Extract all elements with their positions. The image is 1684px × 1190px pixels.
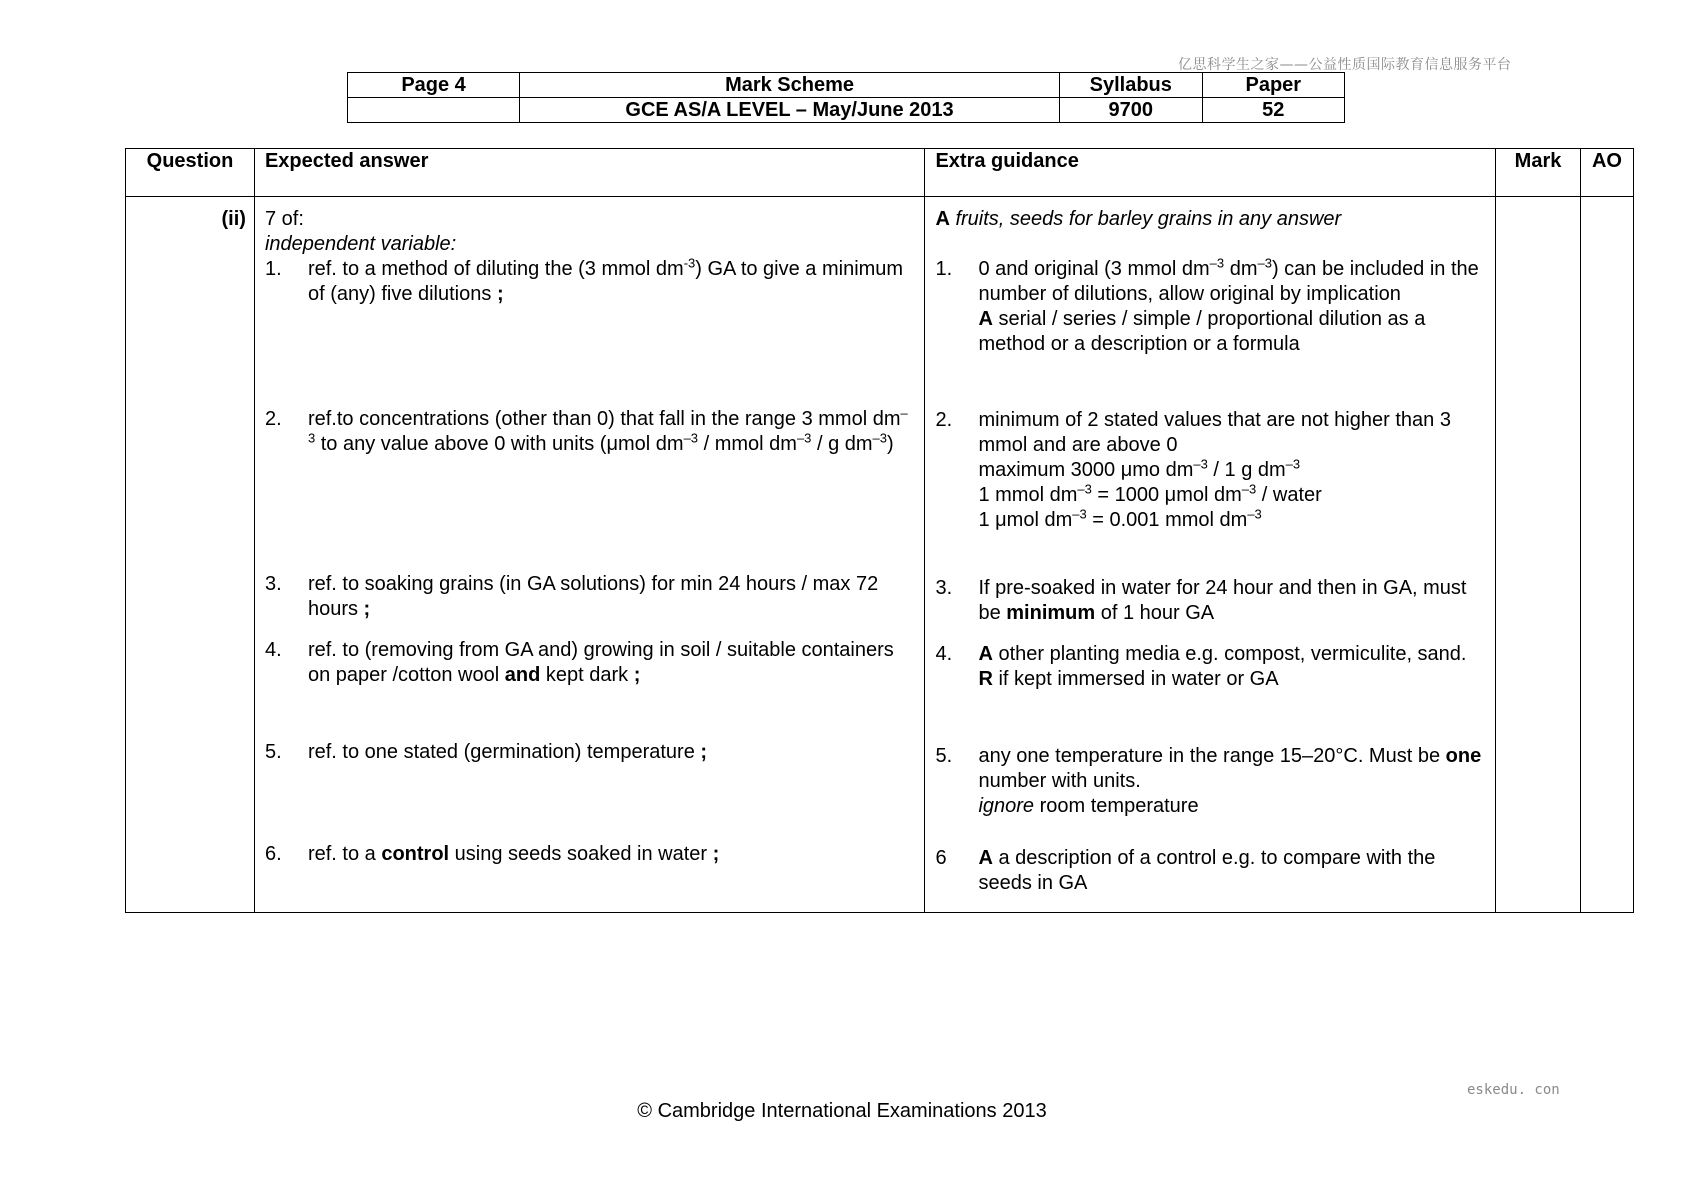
answer-intro: 7 of: — [264, 208, 304, 230]
header-ao: AO — [1580, 149, 1633, 197]
ao-cell — [1580, 197, 1633, 913]
guidance-item-3: 3. If pre-soaked in water for 24 hour and then in GA, must be minimum of 1 hour GA — [935, 577, 1467, 624]
syllabus-label: Syllabus — [1059, 73, 1202, 98]
guidance-item-4: 4. A other planting media e.g. compost, vermiculite, sand. R if kept immersed in water or GA — [935, 643, 1467, 690]
paper-label: Paper — [1202, 73, 1344, 98]
answer-subhead: independent variable: — [264, 233, 457, 255]
guidance-item-1: 1. 0 and original (3 mmol $dm^{-3}$ $dm^{-3}$) can be included in the number of dilutions, allow original by implication A serial / series / simple / proportional dilution as a method or a description or a formula — [935, 255, 1479, 355]
answer-item-1: 1. ref. to a method of diluting the (3 mmol $dm^{-3}$) GA to give a minimum of (any) five dilutions ; — [264, 255, 904, 305]
expected-answer-cell — [254, 197, 925, 913]
question-number: (ii) — [126, 197, 255, 913]
watermark-top: 亿思科学生之家——公益性质国际教育信息服务平台 — [1178, 57, 1512, 73]
header-mark: Mark — [1496, 149, 1581, 197]
copyright-footer: © Cambridge International Examinations 2013 — [637, 1100, 1047, 1122]
answer-item-6: 6. ref. to a control using seeds soaked in water ; — [264, 843, 720, 865]
mark-scheme-table — [125, 148, 1634, 913]
header-blank-cell — [348, 98, 520, 123]
extra-guidance-cell — [925, 197, 1496, 913]
header-question: Question — [126, 149, 255, 197]
answer-item-4: 4. ref. to (removing from GA and) growing in soil / suitable containers on paper /cotton wool and kept dark ; — [264, 639, 894, 686]
answer-item-2: 2. ref.to concentrations (other than 0) that fall in the range 3 mmol $dm^{-3}$ to any value above 0 with units (μmol $dm^{-3}$ / mmol $dm^{-3}$ / g $dm^{-3}$) — [264, 405, 908, 455]
guidance-item-5: 5. any one temperature in the range 15–20°C. Must be one number with units. ignore room temperature — [935, 745, 1482, 817]
answer-item-3: 3. ref. to soaking grains (in GA solutions) for min 24 hours / max 72 hours ; — [264, 573, 879, 620]
exam-title: GCE AS/A LEVEL – May/June 2013 — [520, 98, 1060, 123]
guidance-item-2: 2. minimum of 2 stated values that are not higher than 3 mmol and are above 0 maximum 3000 μmo $dm^{-3} / 1$ g $dm^{-3}$ 1 mmol $dm^{-3} = 1000$ μmol $dm^{-3}$ / water 1 μmol $dm^{-3} = 0.001$ mmol $dm^{-3}$ — [935, 409, 1451, 531]
guidance-item-6: 6 A a description of a control e.g. to compare with the seeds in GA — [935, 847, 1436, 894]
mark-cell — [1496, 197, 1581, 913]
document-title: Mark Scheme — [520, 73, 1060, 98]
page-number: Page 4 — [348, 73, 520, 98]
syllabus-code: 9700 — [1059, 98, 1202, 123]
header-table — [347, 72, 1345, 123]
header-extra-guidance: Extra guidance — [925, 149, 1496, 197]
answer-item-5: 5. ref. to one stated (germination) temperature ; — [264, 741, 708, 763]
header-expected-answer: Expected answer — [254, 149, 925, 197]
guidance-intro: A fruits, seeds for barley grains in any answer — [935, 208, 1342, 230]
watermark-bottom: eskedu. con — [1467, 1082, 1560, 1098]
paper-number: 52 — [1202, 98, 1344, 123]
